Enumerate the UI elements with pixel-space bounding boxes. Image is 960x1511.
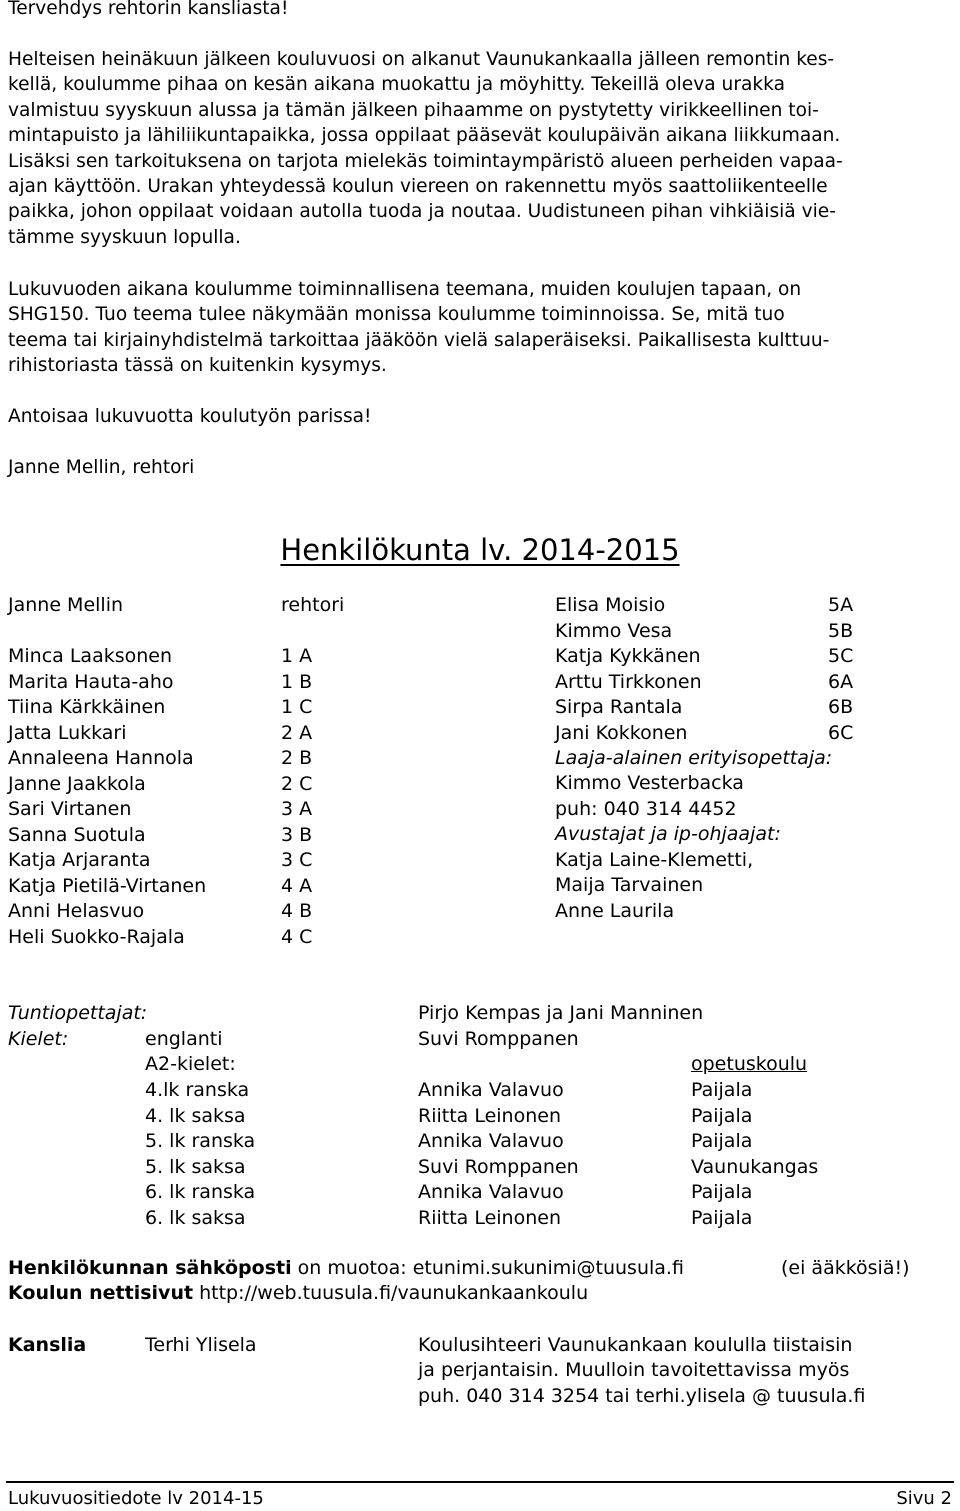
email-note: (ei ääkkösiä!) <box>781 1257 910 1279</box>
staff-class: 1 A <box>281 645 313 667</box>
staff-name: Minca Laaksonen <box>8 645 173 667</box>
a2-school: Vaunukangas <box>691 1155 819 1178</box>
text-line: mintapuisto ja lähiliikuntapaikka, jossa oppilaat pääsevät koulupäivän aikana liikkumaan. <box>8 125 841 147</box>
a2-language: 6. lk ranska <box>145 1181 256 1203</box>
staff-name: Marita Hauta-aho <box>8 670 174 693</box>
principal-role: rehtori <box>281 594 345 616</box>
footer-divider <box>6 1481 954 1483</box>
text-line: Helteisen heinäkuun jälkeen kouluvuosi on alkanut Vaunukankaalla jälleen remontin kes- <box>8 49 835 70</box>
assistants-heading: Avustajat ja ip-ohjaajat: <box>555 823 781 845</box>
page-number: Sivu 2 <box>896 1488 952 1509</box>
staff-name: Heli Suokko-Rajala <box>8 925 185 948</box>
hourly-heading: Tuntiopettajat: <box>8 1002 148 1024</box>
staff-name: Annaleena Hannola <box>8 747 194 769</box>
email-info <box>8 1256 684 1281</box>
hourly-teachers: Pirjo Kempas ja Jani Manninen <box>418 1002 704 1024</box>
principal-name: Janne Mellin <box>8 594 124 616</box>
staff-class: 5C <box>828 645 854 667</box>
text-line: ajan käyttöön. Urakan yhteydessä koulun viereen on rakennettu myös saattoliikenteelle <box>8 175 828 197</box>
text-line: tämme syyskuun lopulla. <box>8 226 241 248</box>
assistant-name: Katja Laine-Klemetti, <box>555 849 754 871</box>
text-line: rihistoriasta tässä on kuitenkin kysymys. <box>8 355 387 377</box>
assistant-name: Maija Tarvainen <box>555 874 704 896</box>
staff-name: Tiina Kärkkäinen <box>8 696 166 718</box>
text-line: valmistuu syyskuun alussa ja tämän jälkeen pihaamme on pystytetty virikkeellinen toi- <box>8 99 819 121</box>
special-teacher-name: Kimmo Vesterbacka <box>555 772 744 794</box>
closing-line: Antoisaa lukuvuotta koulutyön parissa! <box>8 406 372 427</box>
office-name: Terhi Ylisela <box>145 1334 257 1356</box>
footer-title: Lukuvuositiedote lv 2014-15 <box>8 1488 264 1509</box>
web-info <box>8 1281 588 1306</box>
email-bold: Henkilökunnan sähköposti <box>8 1257 292 1279</box>
office-info-line: puh. 040 314 3254 tai terhi.ylisela @ tuusula.fi <box>418 1385 866 1407</box>
staff-name: Anni Helasvuo <box>8 900 145 922</box>
web-bold: Koulun nettisivut <box>8 1282 194 1304</box>
languages-heading: Kielet: <box>8 1028 69 1050</box>
staff-class: 2 C <box>281 772 313 795</box>
staff-name: Arttu Tirkkonen <box>555 670 702 693</box>
staff-class: 2 A <box>281 721 313 744</box>
staff-title-text: Henkilökunta lv. 2014-2015 <box>280 533 680 567</box>
staff-name: Sanna Suotula <box>8 823 146 846</box>
a2-teacher: Riitta Leinonen <box>418 1104 562 1127</box>
staff-class: 4 C <box>281 925 313 948</box>
staff-class: 5B <box>828 619 854 642</box>
a2-label: A2-kielet: <box>145 1053 236 1075</box>
a2-teacher: Annika Valavuo <box>418 1181 564 1203</box>
staff-name: Katja Arjaranta <box>8 849 151 871</box>
staff-class: 3 C <box>281 849 313 871</box>
staff-class: 6B <box>828 696 854 718</box>
a2-school: Paijala <box>691 1206 753 1229</box>
paragraph-intro <box>8 47 953 250</box>
a2-language: 5. lk ranska <box>145 1130 256 1152</box>
paragraph-theme <box>8 277 953 379</box>
staff-class: 2 B <box>281 747 313 769</box>
office-label: Kanslia <box>8 1334 87 1356</box>
a2-language: 5. lk saksa <box>145 1155 246 1178</box>
staff-class: 1 C <box>281 696 313 718</box>
text-line: SHG150. Tuo teema tulee näkymään monissa koulumme toiminnoissa. Se, mitä tuo <box>8 304 785 326</box>
a2-teacher: Riitta Leinonen <box>418 1206 562 1229</box>
special-teacher-heading: Laaja-alainen erityisopettaja: <box>555 747 833 769</box>
staff-class: 4 A <box>281 874 313 897</box>
staff-name: Kimmo Vesa <box>555 619 673 642</box>
staff-class: 5A <box>828 594 854 616</box>
staff-class: 4 B <box>281 900 313 922</box>
office-info-line: ja perjantaisin. Muulloin tavoitettavissa myös <box>418 1359 850 1381</box>
staff-name: Elisa Moisio <box>555 594 666 616</box>
signature: Janne Mellin, rehtori <box>8 457 195 478</box>
a2-school: Paijala <box>691 1079 753 1101</box>
teaching-school-label: opetuskoulu <box>691 1053 808 1075</box>
a2-language: 4. lk saksa <box>145 1104 246 1127</box>
email-text: on muotoa: etunimi.sukunimi@tuusula.fi <box>291 1257 684 1279</box>
assistant-name: Anne Laurila <box>555 900 675 922</box>
office-info-line: Koulusihteeri Vaunukankaan koululla tiistaisin <box>418 1334 853 1356</box>
a2-language: 4.lk ranska <box>145 1079 250 1101</box>
text-line: Lisäksi sen tarkoituksena on tarjota mielekäs toimintaympäristö alueen perheiden vapaa- <box>8 150 843 172</box>
staff-name: Jani Kokkonen <box>555 721 688 744</box>
text-line: kellä, koulumme pihaa on kesän aikana muokattu ja möyhitty. Tekeillä oleva urakka <box>8 74 785 96</box>
english-label: englanti <box>145 1028 223 1050</box>
text-line: teema tai kirjainyhdistelmä tarkoittaa jääköön vielä salaperäiseksi. Paikallisesta kulttuu- <box>8 329 830 351</box>
staff-name: Sirpa Rantala <box>555 696 683 718</box>
staff-name: Janne Jaakkola <box>8 772 146 795</box>
a2-school: Paijala <box>691 1130 753 1152</box>
staff-class: 1 B <box>281 670 313 693</box>
a2-teacher: Annika Valavuo <box>418 1130 564 1152</box>
greeting: Tervehdys rehtorin kansliasta! <box>8 0 289 19</box>
special-teacher-phone: puh: 040 314 4452 <box>555 798 737 820</box>
staff-class: 6A <box>828 670 854 693</box>
a2-school: Paijala <box>691 1104 753 1127</box>
english-teacher: Suvi Romppanen <box>418 1028 579 1050</box>
staff-class: 3 A <box>281 798 313 820</box>
text-line: Lukuvuoden aikana koulumme toiminnallisena teemana, muiden koulujen tapaan, on <box>8 279 802 300</box>
a2-language: 6. lk saksa <box>145 1206 246 1229</box>
staff-class: 3 B <box>281 823 313 846</box>
web-text: http://web.tuusula.fi/vaunukankaankoulu <box>193 1282 589 1304</box>
staff-name: Katja Pietilä-Virtanen <box>8 874 207 897</box>
text-line: paikka, johon oppilaat voidaan autolla tuoda ja noutaa. Uudistuneen pihan vihkiäisiä vie- <box>8 201 836 223</box>
staff-name: Sari Virtanen <box>8 798 132 820</box>
staff-class: 6C <box>828 721 854 744</box>
staff-name: Jatta Lukkari <box>8 721 127 744</box>
staff-name: Katja Kykkänen <box>555 645 701 667</box>
staff-title <box>0 530 960 570</box>
a2-teacher: Suvi Romppanen <box>418 1155 579 1178</box>
a2-teacher: Annika Valavuo <box>418 1079 564 1101</box>
a2-school: Paijala <box>691 1181 753 1203</box>
